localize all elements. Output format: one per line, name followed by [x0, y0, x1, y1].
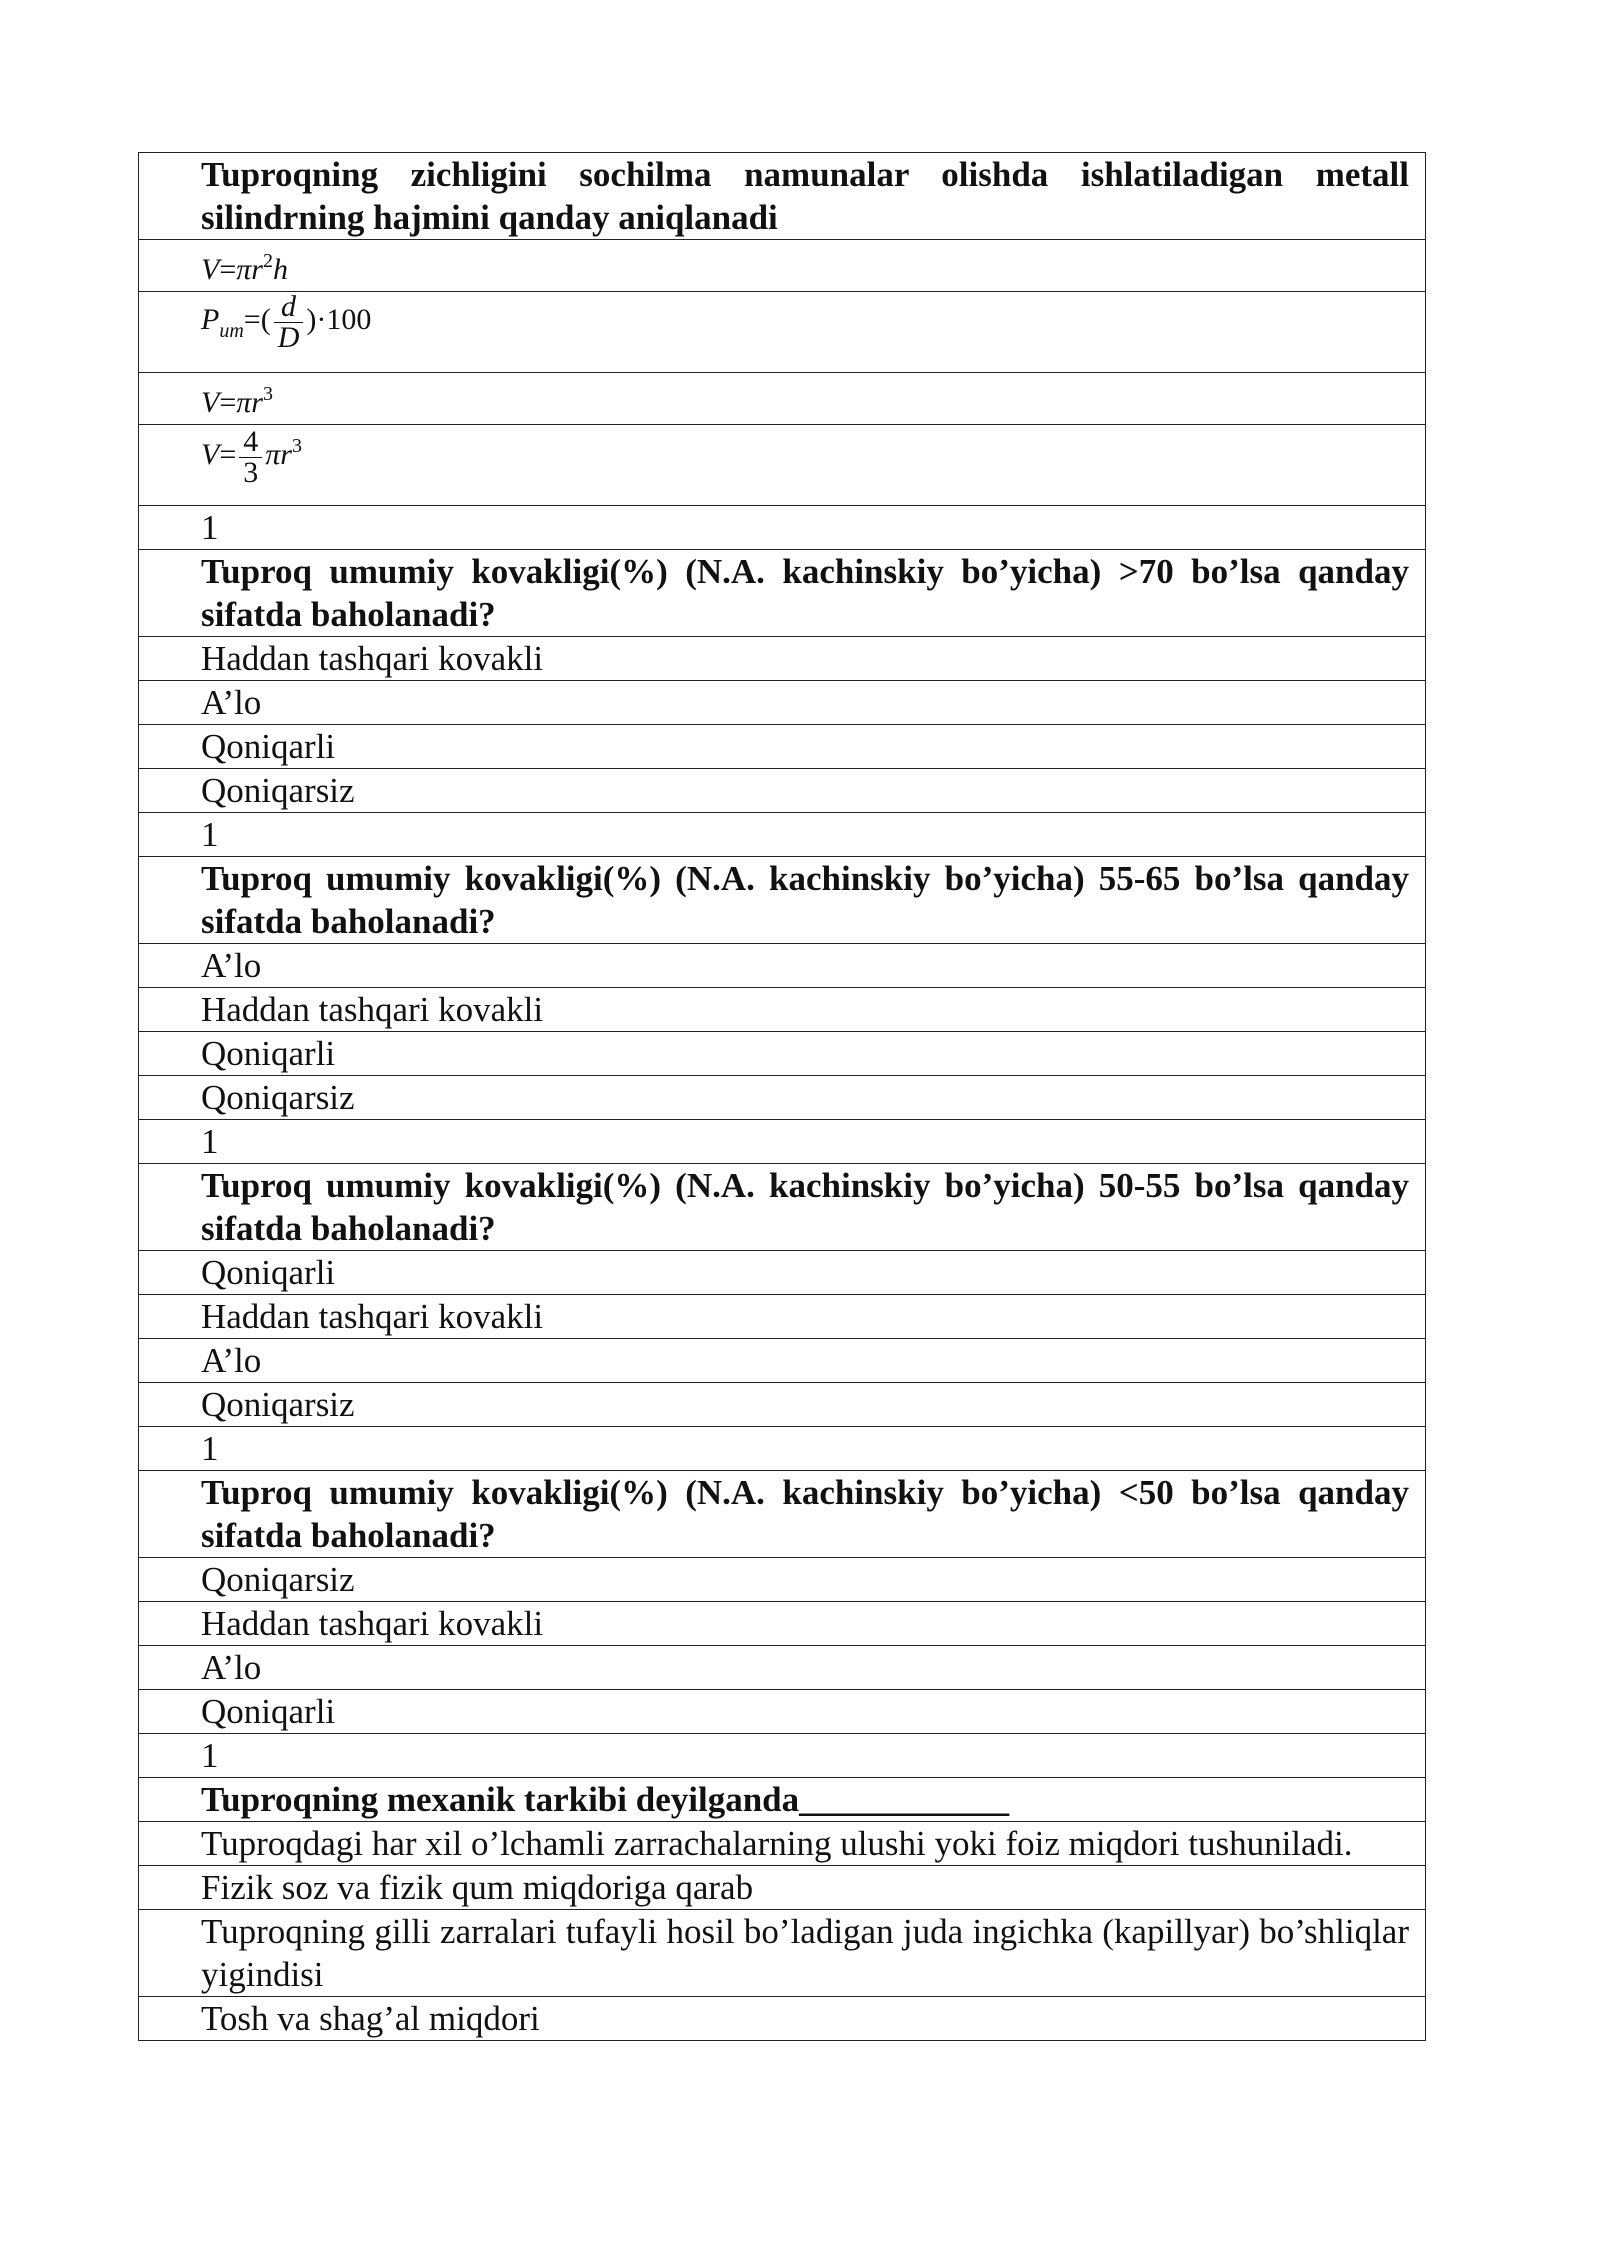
answer-option: Qoniqarli — [139, 725, 1426, 769]
answer-row — [139, 240, 1426, 292]
answer-formula-r-cubed — [139, 373, 1426, 425]
question-row — [139, 857, 1426, 944]
question-row — [139, 153, 1426, 240]
answer-row — [139, 1997, 1426, 2041]
answer-option: Qoniqarsiz — [139, 1558, 1426, 1602]
formula: V= $\frac{4}{3}$ $\pi r^3$ — [201, 424, 302, 489]
question-row — [139, 1471, 1426, 1558]
answer-row — [139, 1032, 1426, 1076]
mark-value: 1 — [139, 1734, 1426, 1778]
formula: $V=\pi r^2h$ — [201, 250, 288, 286]
answer-row — [139, 1646, 1426, 1690]
answer-row — [139, 1251, 1426, 1295]
mark-row — [139, 506, 1426, 550]
answer-row — [139, 1822, 1426, 1866]
answer-option: Qoniqarsiz — [139, 1076, 1426, 1120]
answer-option: Haddan tashqari kovakli — [139, 1602, 1426, 1646]
answer-option: Haddan tashqari kovakli — [139, 637, 1426, 681]
answer-row — [139, 292, 1426, 373]
answer-row — [139, 988, 1426, 1032]
answer-option: A’lo — [139, 944, 1426, 988]
answer-row — [139, 1383, 1426, 1427]
question-row — [139, 1778, 1426, 1822]
answer-option: Haddan tashqari kovakli — [139, 988, 1426, 1032]
answer-option: A’lo — [139, 1339, 1426, 1383]
answer-row — [139, 725, 1426, 769]
answer-formula-sphere-volume — [139, 425, 1426, 506]
test-questions-table — [138, 152, 1426, 2041]
answer-formula-cylinder-volume — [139, 240, 1426, 292]
question-text: Tuproqning mexanik tarkibi deyilganda____________ — [139, 1778, 1426, 1822]
formula: $V=\pi r^3$ — [201, 383, 273, 419]
answer-row — [139, 1602, 1426, 1646]
answer-row — [139, 637, 1426, 681]
answer-row — [139, 944, 1426, 988]
question-text: Tuproq umumiy kovakligi(%) (N.A. kachinskiy bo’yicha) 50-55 bo’lsa qanday sifatda baholanadi? — [139, 1164, 1426, 1251]
answer-option: Fizik soz va fizik qum miqdoriga qarab — [139, 1866, 1426, 1910]
question-row — [139, 550, 1426, 637]
question-text: Tuproq umumiy kovakligi(%) (N.A. kachinskiy bo’yicha) 55-65 bo’lsa qanday sifatda baholanadi? — [139, 857, 1426, 944]
mark-value: 1 — [139, 1427, 1426, 1471]
answer-row — [139, 1866, 1426, 1910]
answer-row — [139, 1076, 1426, 1120]
mark-value: 1 — [139, 813, 1426, 857]
answer-option: Tuproqning gilli zarralari tufayli hosil bo’ladigan juda ingichka (kapillyar) bo’shliqlar yigindisi — [139, 1910, 1426, 1997]
answer-row — [139, 1690, 1426, 1734]
answer-row — [139, 1910, 1426, 1997]
mark-value: 1 — [139, 1120, 1426, 1164]
mark-value: 1 — [139, 506, 1426, 550]
answer-option: Tosh va shag’al miqdori — [139, 1997, 1426, 2041]
answer-row — [139, 425, 1426, 506]
question-text: Tuproqning zichligini sochilma namunalar olishda ishlatiladigan metall silindrning hajmini qanday aniqlanadi — [139, 153, 1426, 240]
answer-option: Tuproqdagi har xil o’lchamli zarrachalarning ulushi yoki foiz miqdori tushuniladi. — [139, 1822, 1426, 1866]
answer-row — [139, 769, 1426, 813]
answer-option: Haddan tashqari kovakli — [139, 1295, 1426, 1339]
mark-row — [139, 813, 1426, 857]
answer-option: Qoniqarli — [139, 1251, 1426, 1295]
answer-row — [139, 1339, 1426, 1383]
formula: $P_{um}=$( $\frac{d}{D}$ )·100 — [201, 290, 372, 354]
answer-option: Qoniqarsiz — [139, 1383, 1426, 1427]
mark-row — [139, 1120, 1426, 1164]
answer-row — [139, 1295, 1426, 1339]
question-row — [139, 1164, 1426, 1251]
answer-formula-percentage — [139, 292, 1426, 373]
answer-row — [139, 1558, 1426, 1602]
answer-option: A’lo — [139, 681, 1426, 725]
answer-option: A’lo — [139, 1646, 1426, 1690]
question-text: Tuproq umumiy kovakligi(%) (N.A. kachinskiy bo’yicha) >70 bo’lsa qanday sifatda baholanadi? — [139, 550, 1426, 637]
answer-option: Qoniqarli — [139, 1690, 1426, 1734]
mark-row — [139, 1734, 1426, 1778]
answer-row — [139, 373, 1426, 425]
question-text: Tuproq umumiy kovakligi(%) (N.A. kachinskiy bo’yicha) <50 bo’lsa qanday sifatda baholanadi? — [139, 1471, 1426, 1558]
answer-option: Qoniqarli — [139, 1032, 1426, 1076]
answer-row — [139, 681, 1426, 725]
mark-row — [139, 1427, 1426, 1471]
answer-option: Qoniqarsiz — [139, 769, 1426, 813]
